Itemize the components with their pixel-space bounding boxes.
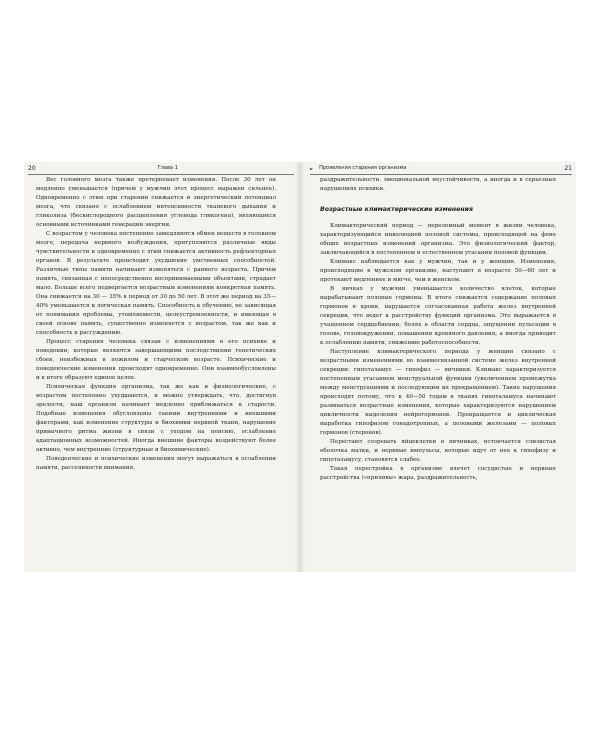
right-text-column bbox=[320, 176, 556, 483]
left-paragraph: Вес головного мозга также претерпевает изменения. После 30 лет он медленно уменьшается (причем у мужчин этот процесс выражен сильнее). Одновременно с этим при старении снижается и энергетический потенциал мозга, что связано с ослаблением интенсивности тканевого дыхания и гликолиза (бескислородного расщепления углевода гликогена), являющихся основными источниками генерации энергии. bbox=[36, 177, 276, 228]
left-paragraph: Процесс старения человека связан с изменениями в его психике и поведении, которые являются завершающими последствиями генетических сбоев, неизбежных в пожилом и старческом возрасте. Психические и поведенческие изменения происходят одновременно. Они взаимообусловлены и в итоге образуют единое целое. bbox=[36, 339, 276, 381]
left-paragraph: Психическая функция организма, так же как и физиологические, с возрастом постепенно ухудшаются, и можно утверждать, что, достигнув зрелости, наш организм начинает медленно приближаться к старости. Подобные изменения обусловлены такими внутренними и внешними факторами, как изменение структуры и биохимии нервной ткани, нарушение привычного ритма жизни в связи с уходом на пенсию, ослабление адаптационных возможностей. Иногда внешние факторы воздействуют более активно, чем внутренние (структурные и биохимические). bbox=[36, 384, 276, 453]
right-page-number: 21 bbox=[564, 164, 572, 172]
right-paragraph: Перестают созревать яйцеклетки в яичниках, истончается слизистая оболочка матки, и нервные импульсы, которые идут от нее к гипофизу и гипоталамусу, становятся слабее. bbox=[320, 439, 556, 463]
left-running-header bbox=[28, 162, 294, 175]
right-paragraph: Такая перестройка в организме влечет сосудистые и нервные расстройства («приливы» жара, раздражительность, bbox=[320, 466, 556, 481]
right-paragraph: Климактерический период — переломный момент в жизни человека, характеризующийся инволюцией половой системы, происходящей на фоне общих возрастных изменений организма. Это физиологический фактор, заключающийся в постепенном и естественном угасании половой функции. bbox=[320, 223, 556, 256]
right-paragraph: В яичках у мужчин уменьшается количество клеток, которые вырабатывают половые гормоны. В итоге снижается содержание половых гормонов в крови, нарушается согласованная работа желез внутренней секреции, что ведет к расстройству функций организма. Это выражается в учащенном сердцебиении, болях в области сердца, ощущении пульсации в голове, головокружении, повышении кровяного давления, а иногда приводит к ослаблению памяти, снижению работоспособности. bbox=[320, 286, 556, 346]
left-paragraph: Поведенческие и психические изменения могут выражаться в ослаблении памяти, рассеянности внимания, bbox=[36, 456, 276, 471]
right-page bbox=[300, 162, 576, 572]
right-paragraph: Климакс наблюдается как у мужчин, так и у женщин. Изменения, происходящие в мужском организме, наступают в возрасте 50—60 лет и протекают медленнее и мягче, чем в женском. bbox=[320, 259, 556, 283]
left-paragraph: С возрастом у человека постепенно замедляются обмен веществ в головном мозге, передача нервного возбуждения, притупляются различные виды чувствительности и одновременно с этим снижается активность рефлекторных органов. В результате происходит ухудшение умственных способностей. Различные типы памяти начинают изменяться с раннего возраста. Причем память, связанная с непосредственно воспринимаемыми объектами, страдает мало. Больше всего подвергается возрастным изменениям конкретная память. Она снижается на 30 — 35% в период от 30 до 50 лет. В этот же период на 35—40% уменьшается и логическая память. Способность к обучению, не зависящая от понимания проблемы, утомляемости, целеустремленности, и имеющая в своей основе память, существенно изменяется с возрастом, так же как и способность к рассуждению. bbox=[36, 231, 276, 336]
chapter-label: Глава 1 bbox=[157, 165, 178, 171]
left-page-number: 20 bbox=[28, 164, 36, 172]
continuation-text: раздражительности, эмоциональной неустойчивости, а иногда и в серьезных нарушениях психики. bbox=[320, 177, 556, 192]
right-paragraph: Наступление климактерического периода у женщин связано с возрастными изменениями во взаимосвязанной системе желез внутренней секреции: гипоталамус — гипофиз — яичники. Климакс характеризуется постепенным угасанием менструальной функции (увеличением промежутка между менструациями и последующим их прекращением). Такие нарушения происходят потому, что к 40—50 годам в тканях гипоталамуса начинают развиваться возрастные изменения, которые характеризуются нарушением цикличности выделения нейрогормонов. Прекращается и циклическая выработка гипофизом гонадотропных, а половыми железами — половых гормонов (стеронов). bbox=[320, 349, 556, 436]
right-running-header bbox=[310, 162, 572, 175]
book-spread bbox=[24, 162, 576, 572]
running-title: Проявления старения организма bbox=[319, 165, 407, 171]
section-heading: Возрастные климактерические изменения bbox=[320, 206, 473, 213]
triangle-marker-icon: ► bbox=[310, 165, 314, 171]
left-text-column bbox=[36, 176, 276, 473]
left-page bbox=[24, 162, 300, 572]
